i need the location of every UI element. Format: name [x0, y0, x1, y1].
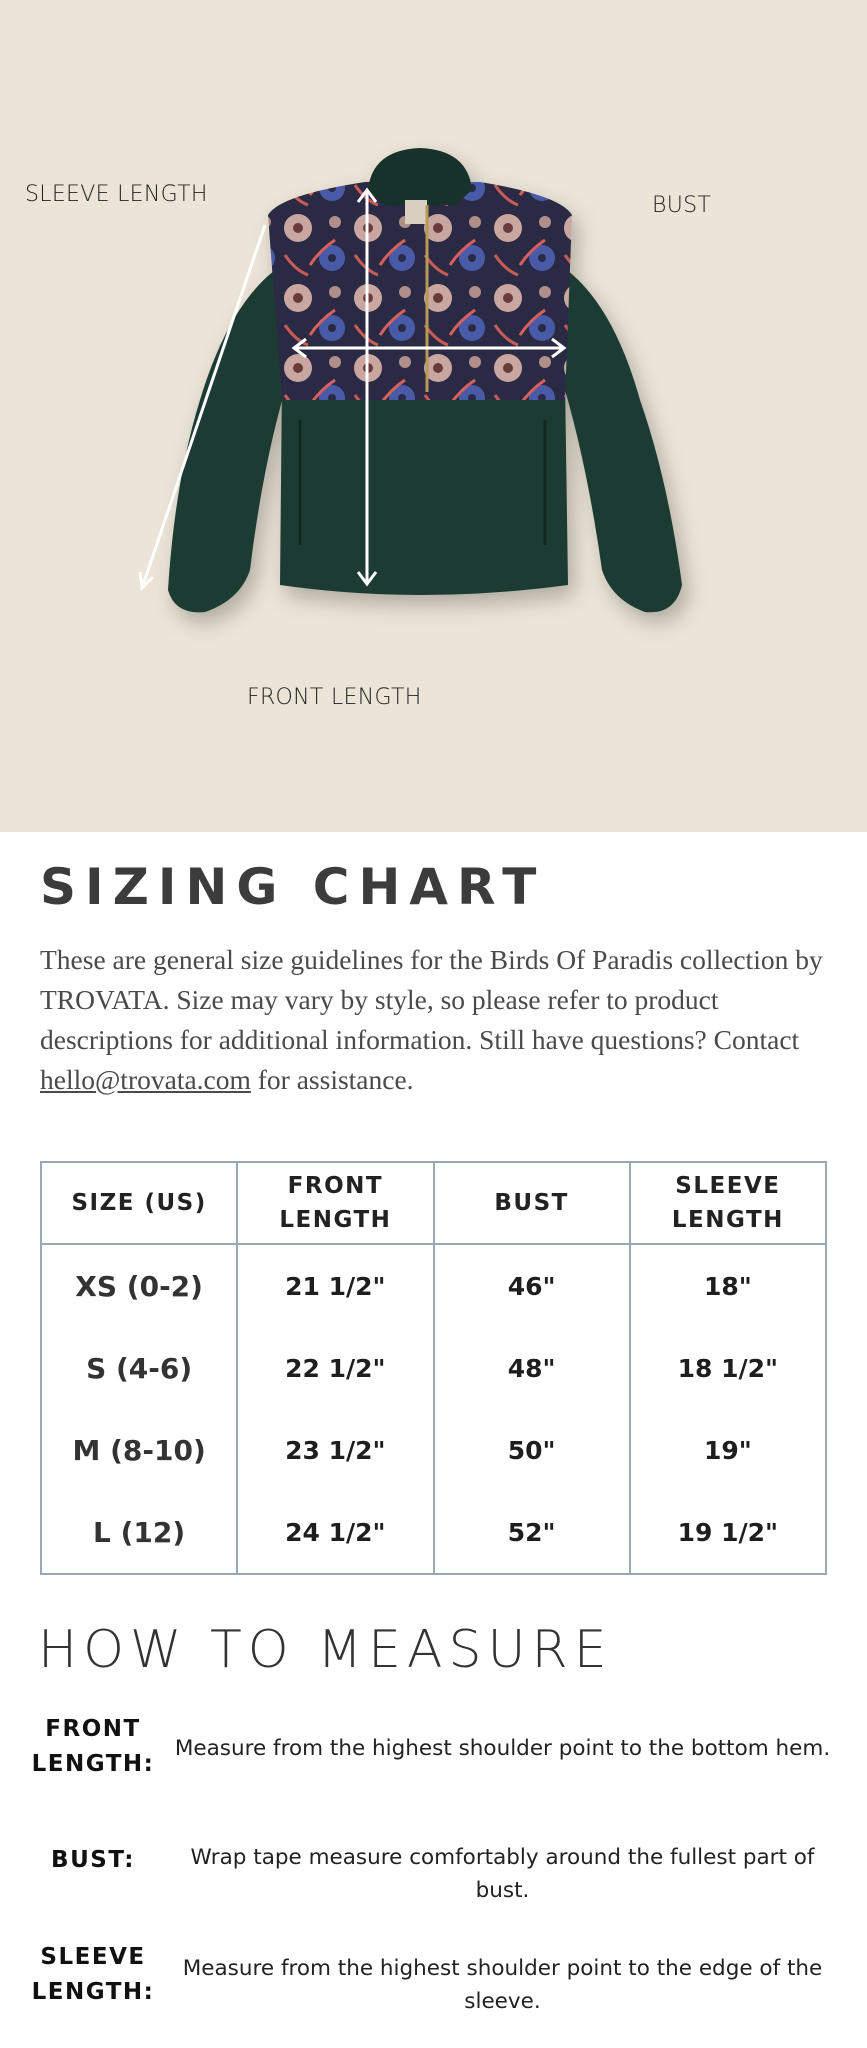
- sleeve-cell: 18 1/2": [630, 1327, 826, 1409]
- front-cell: 23 1/2": [237, 1409, 433, 1491]
- measure-term: FRONT LENGTH:: [31, 1716, 155, 1777]
- size-cell: M (8-10): [41, 1409, 237, 1491]
- contact-email-link[interactable]: hello@trovata.com: [40, 1064, 251, 1095]
- sleeve-cell: 18": [630, 1244, 826, 1327]
- intro-end-text: for assistance.: [250, 1064, 414, 1095]
- right-sleeve: [560, 265, 682, 612]
- intro-text: These are general size guidelines for the Birds Of Paradis collection by TROVATA. Size may vary by style, so please refer to product descriptions for additional information. Still have questions? Contact: [40, 944, 823, 1055]
- size-cell: S (4-6): [41, 1327, 237, 1409]
- table-row: [41, 1491, 826, 1574]
- size-table: [40, 1161, 827, 1575]
- front-length-label: FRONT LENGTH: [247, 685, 422, 710]
- jacket-body: [280, 380, 568, 595]
- sleeve-cell: 19": [630, 1409, 826, 1491]
- table-row: [41, 1244, 826, 1327]
- product-image: [0, 0, 867, 832]
- sizing-chart-title: SIZING CHART: [40, 858, 546, 916]
- header-sleeve-length: SLEEVE LENGTH: [630, 1162, 826, 1244]
- measure-description: Wrap tape measure comfortably around the fullest part of bust.: [190, 1845, 815, 1903]
- sleeve-length-label: SLEEVE LENGTH: [25, 182, 208, 207]
- measure-description: Measure from the highest shoulder point to the bottom hem.: [174, 1736, 831, 1761]
- header-front-length: FRONT LENGTH: [237, 1162, 433, 1244]
- header-size: SIZE (US): [41, 1162, 237, 1244]
- how-to-measure-title: HOW TO MEASURE: [38, 1620, 613, 1680]
- table-header-row: [41, 1162, 826, 1244]
- collar: [368, 148, 472, 205]
- intro-paragraph: [40, 940, 840, 1100]
- front-cell: 22 1/2": [237, 1327, 433, 1409]
- measure-description: Measure from the highest shoulder point to the edge of the sleeve.: [182, 1956, 823, 2014]
- size-cell: XS (0-2): [41, 1244, 237, 1327]
- sleeve-cell: 19 1/2": [630, 1491, 826, 1574]
- bust-cell: 48": [434, 1327, 630, 1409]
- table-row: [41, 1409, 826, 1491]
- bust-cell: 52": [434, 1491, 630, 1574]
- measure-term: SLEEVE LENGTH:: [31, 1944, 155, 2005]
- bust-cell: 46": [434, 1244, 630, 1327]
- bust-cell: 50": [434, 1409, 630, 1491]
- header-bust: BUST: [434, 1162, 630, 1244]
- table-row: [41, 1327, 826, 1409]
- measure-term: BUST:: [51, 1847, 135, 1873]
- front-cell: 24 1/2": [237, 1491, 433, 1574]
- size-cell: L (12): [41, 1491, 237, 1574]
- front-cell: 21 1/2": [237, 1244, 433, 1327]
- bust-label: BUST: [652, 193, 712, 218]
- left-sleeve: [168, 265, 285, 612]
- jacket-illustration: [0, 0, 867, 832]
